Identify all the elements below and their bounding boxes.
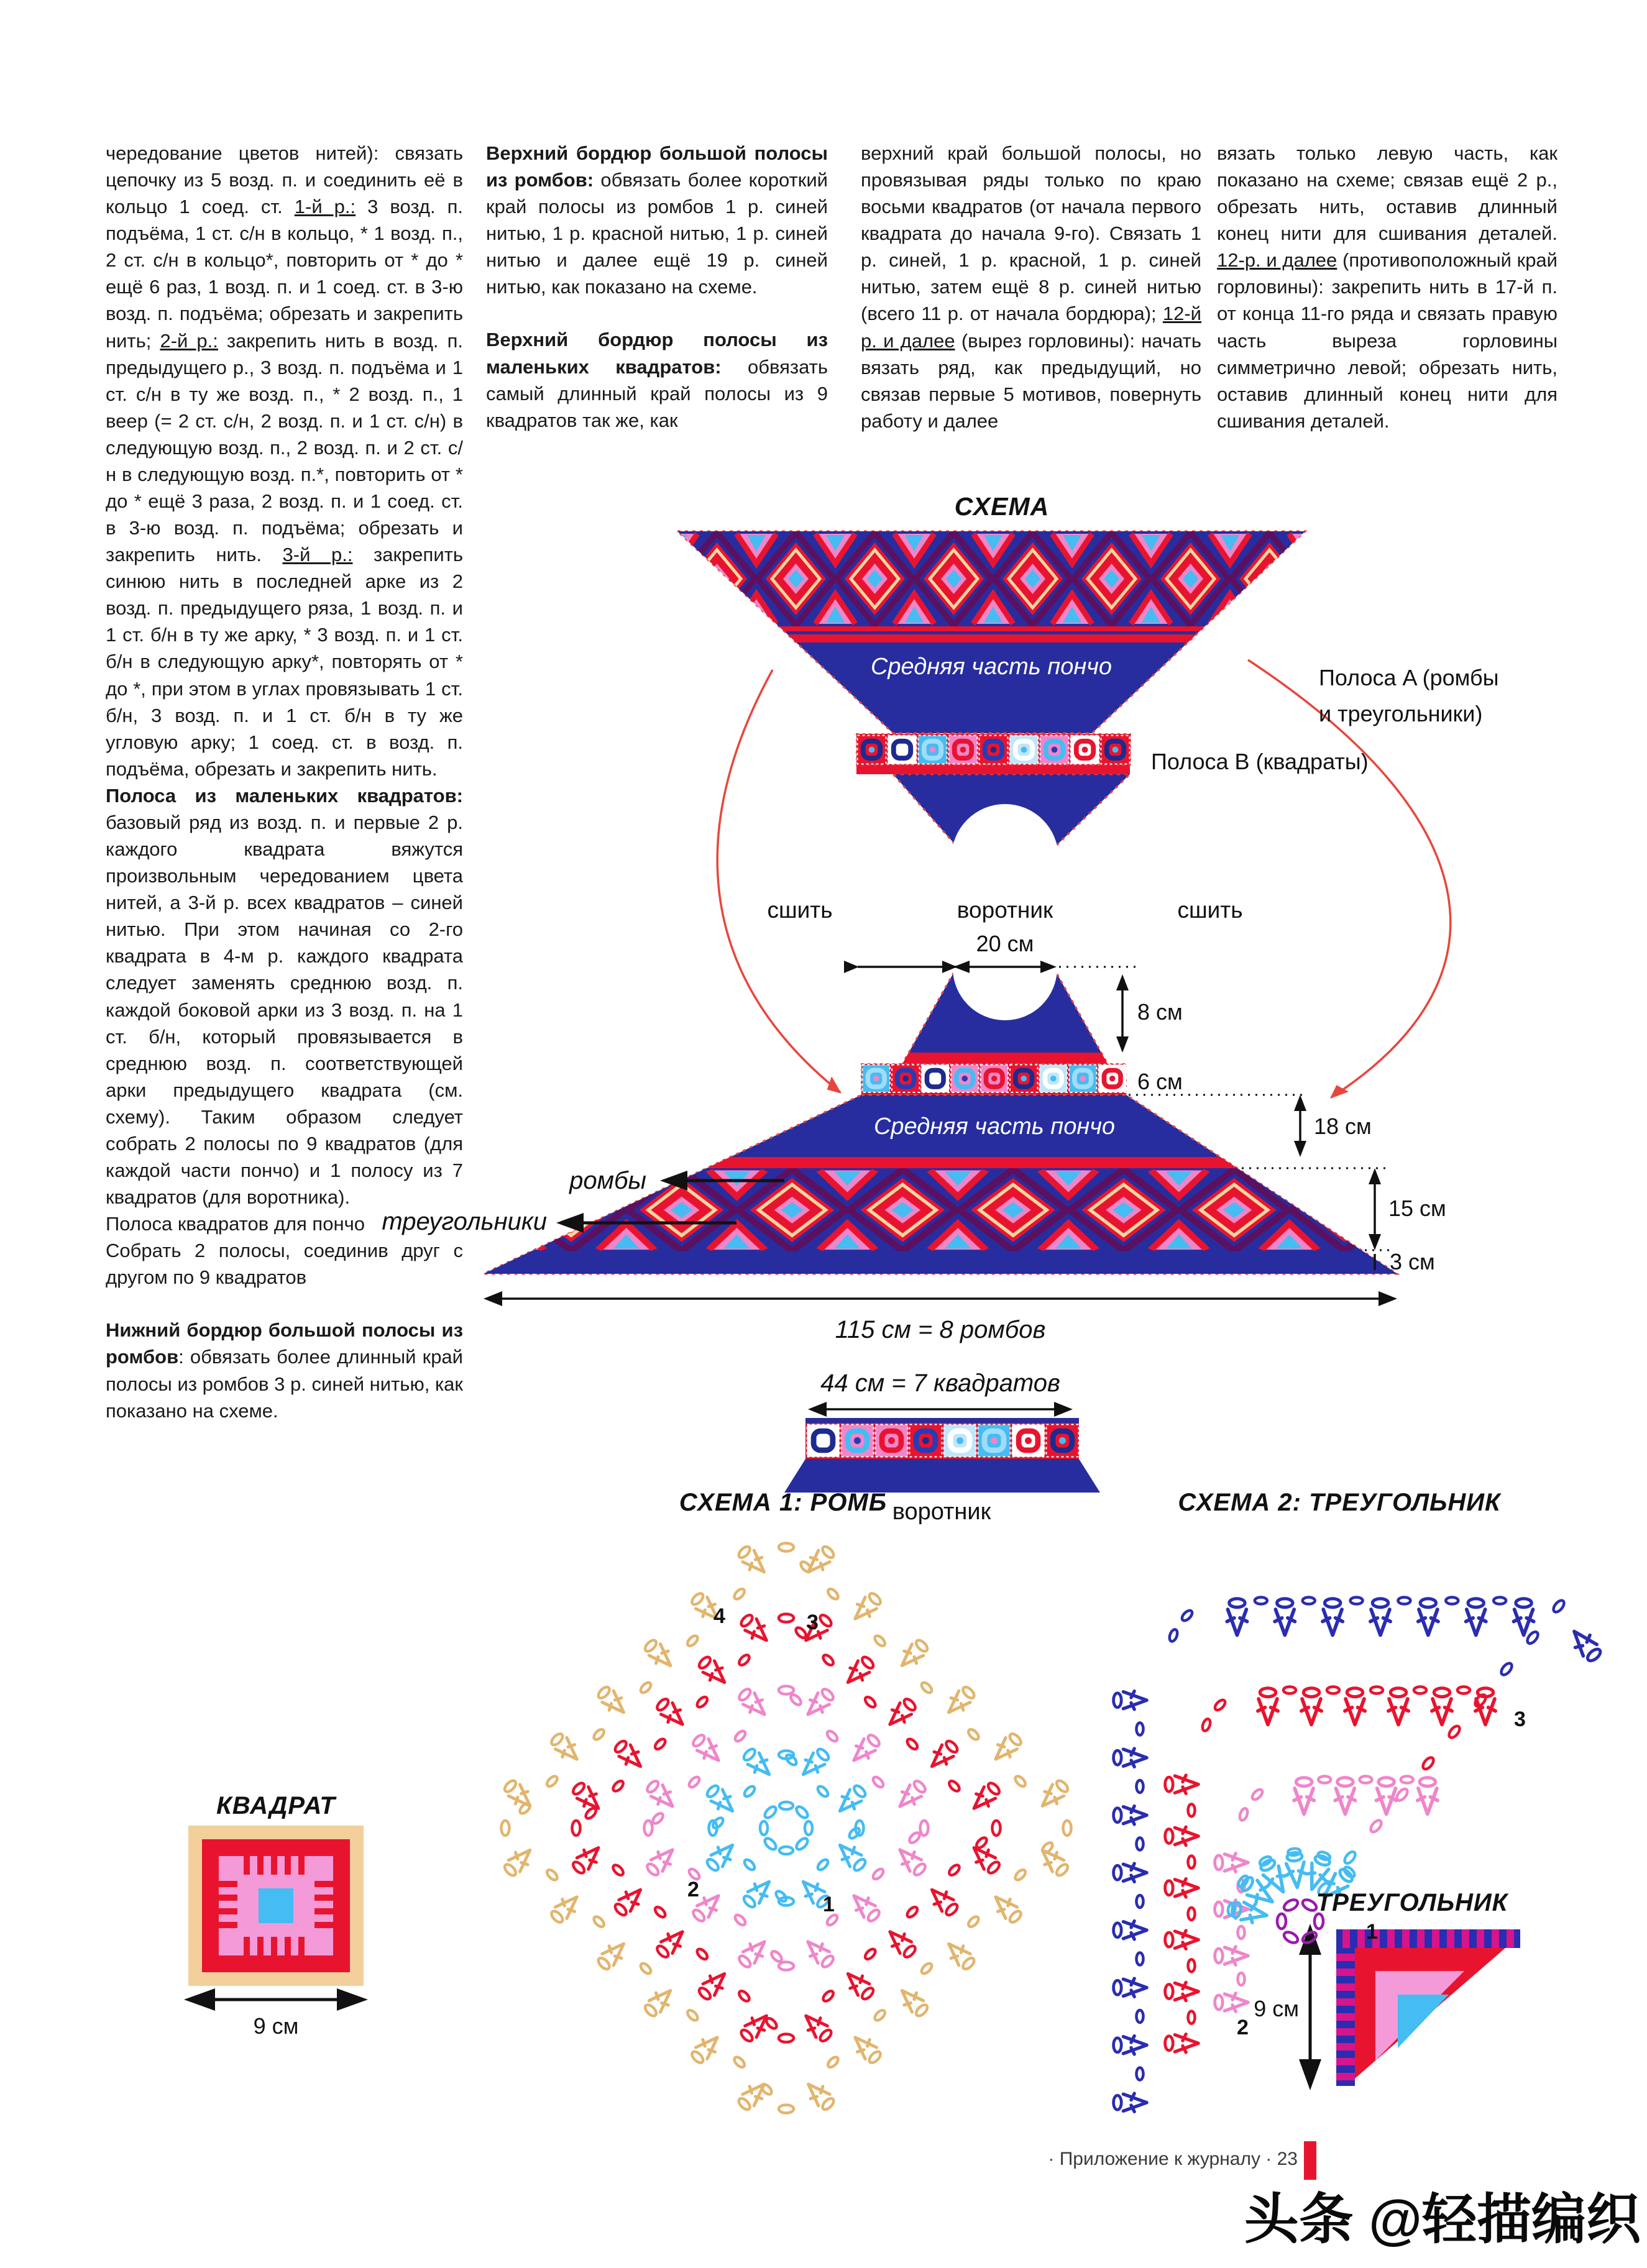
dim-total-width: 115 см = 8 ромбов — [835, 1316, 1046, 1343]
band-b-label: Полоса B (квадраты) — [1151, 749, 1369, 774]
chart2-row1-number: 1 — [1366, 1920, 1378, 1944]
triangle-swatch-title: ТРЕУГОЛЬНИК — [1316, 1889, 1508, 1916]
footer-page-info: · Приложение к журналу · 23 — [1048, 2149, 1298, 2169]
text-column-2: Верхний бордюр большой полосы из ромбов: обвязать более короткий край полосы из ромбов 1 р. синей нитью, 1 р. красной нитью, 1 р. синей нитью и далее ещё 19 р. синей нитью, как показано на схеме. Верхний бордюр полосы из маленьких квадратов: обвязать самый длинный край полосы из 9 квадратов так же, как — [486, 142, 828, 431]
chart-rhomb — [502, 1543, 1071, 2113]
middle-part-label-bottom: Средняя часть пончо — [873, 1113, 1116, 1140]
sew-arc-left — [717, 670, 840, 1092]
chart1-title: СХЕМА 1: РОМБ — [679, 1489, 888, 1516]
chart2-row2-number: 2 — [1237, 2016, 1249, 2039]
square-swatch-size: 9 см — [253, 2013, 299, 2039]
collar-piece — [784, 1418, 1100, 1493]
dim-15cm: 15 см — [1388, 1196, 1446, 1221]
band-a-label-line1: Полоса A (ромбы — [1319, 665, 1499, 690]
text-column-1: чередование цветов нитей): связать цепочку из 5 возд. п. и соединить её в кольцо 1 соед. ст. 1-й р.: 3 возд. п. подъёма, 1 ст. с/н в кольцо, * 1 возд. п., 2 ст. с/н в кольцо*, повторить от * до * ещё 6 раз, 1 возд. п. и 1 соед. ст. в 3-ю возд. п. подъёма; обрезать и закрепить нить; 2-й р.: закрепить нить в возд. п. предыдущего р., 3 возд. п. подъёма и 1 ст. с/н в ту же возд. п., * 2 возд. п., 1 веер (= 2 ст. с/н, 2 возд. п. и 1 ст. с/н) в следующую возд. п., 2 возд. п. и 2 ст. с/н в следующую возд. п.*, повторить от * до * ещё 3 раза, 2 возд. п. и 1 соед. ст. в 3-ю возд. п. подъёма; обрезать и закрепить нить. 3-й р.: закрепить синюю нить в последней арке из 2 возд. п. предыдущего ряза, 1 возд. п. и 1 ст. б/н в ту же арку, * 3 возд. п. и 1 ст. б/н в следующую арку*, повторять от * до *, при этом в углах провязывать 1 ст. б/н, 3 возд. п. и 1 ст. б/н в ту же угловую арку; 1 соед. ст. в возд. п. подъёма, обрезать и закрепить нить. Полоса из маленьких квадратов: базовый ряд из возд. п. и первые 2 р. каждого квадрата вяжутся произвольным чередованием цвета нитей, а 3-й р. всех квадратов – синей нитью. При этом начиная со 2-го квадрата в 4-м р. каждого квадрата следует заменять среднюю возд. п. каждой боковой арки из 3 возд. п. на 1 ст. б/н, который провязывается в среднюю возд. п. соответствующей арки предыдущего квадрата (см. схему). Таким образом следует собрать 2 полосы по 9 квадратов (для каждой части пончо) и 1 полосу из 7 квадратов (для воротника). Полоса квадратов для пончо Собрать 2 полосы, соединив друг с другом по 9 квадратов Нижний бордюр большой полосы из ромбов: обвязать более длинный край полосы из ромбов 3 р. синей нитью, как показано на схеме. — [106, 142, 463, 1422]
triangle-swatch-size: 9 см — [1254, 1996, 1299, 2021]
dim-3cm: 3 см — [1390, 1249, 1435, 1274]
squares-band-bottom — [863, 1065, 1127, 1093]
collar-notch-top — [952, 804, 1058, 911]
middle-part-label-top: Средняя часть пончо — [870, 654, 1113, 680]
diamond-band-top — [677, 531, 1305, 642]
sew-label-right: сшить — [1177, 897, 1243, 923]
squares-band-top — [858, 736, 1130, 764]
dim-6cm: 6 см — [1137, 1069, 1183, 1094]
sew-label-left: сшить — [767, 897, 833, 923]
chart1-row3-number: 3 — [807, 1611, 819, 1634]
band-a-label-line2: и треугольники) — [1319, 701, 1483, 726]
dim-18cm: 18 см — [1314, 1113, 1372, 1139]
triangles-label: треугольники — [382, 1208, 547, 1235]
collar-bottom-label: воротник — [892, 1499, 991, 1525]
footer-red-bar — [1304, 2141, 1316, 2180]
triangle-swatch-graphic — [1336, 1929, 1520, 2086]
chart2-title: СХЕМА 2: ТРЕУГОЛЬНИК — [1178, 1489, 1501, 1516]
dim-collar-width: 44 см = 7 квадратов — [820, 1369, 1060, 1397]
watermark: 头条 @轻描编织 — [1244, 2188, 1641, 2250]
dim-20cm: 20 см — [976, 931, 1034, 956]
square-swatch-graphic — [188, 1826, 364, 1986]
chart1-row4-number: 4 — [713, 1604, 725, 1628]
chart1-row1-number: 1 — [823, 1893, 835, 1916]
text-column-4: вязать только левую часть, как показано на схеме; связав ещё 2 р., обрезать нить, оставив длинный конец нити для сшивания деталей. 12-р. и далее (противоположный край горловины): закрепить нить в 17-й п. от конца 11-го ряда и связать правую часть выреза горловины симметрично левой; обрезать нить, оставив длинный конец нити для сшивания деталей. — [1217, 142, 1558, 432]
schema-title: СХЕМА — [954, 492, 1050, 521]
chart2-row3-number: 3 — [1514, 1708, 1526, 1731]
rhombs-label: ромбы — [569, 1167, 646, 1194]
text-column-3: верхний край большой полосы, но провязывая ряды только по краю восьми квадратов (от начала первого квадрата до начала 9-го). Связать 1 р. синей, 1 р. красной, 1 р. синей нитью, затем ещё 8 р. синей нитью (всего 11 р. от начала бордюра); 12-й р. и далее (вырез горловины): начать вязать ряд, как предыдущий, но связав первые 5 мотивов, повернуть работу и далее — [861, 142, 1202, 432]
dim-8cm: 8 см — [1137, 999, 1183, 1025]
square-swatch-title: КВАДРАТ — [216, 1792, 336, 1819]
collar-mid-label: воротник — [957, 897, 1053, 923]
chart1-row2-number: 2 — [687, 1878, 699, 1901]
schema-top-half — [677, 531, 1305, 911]
